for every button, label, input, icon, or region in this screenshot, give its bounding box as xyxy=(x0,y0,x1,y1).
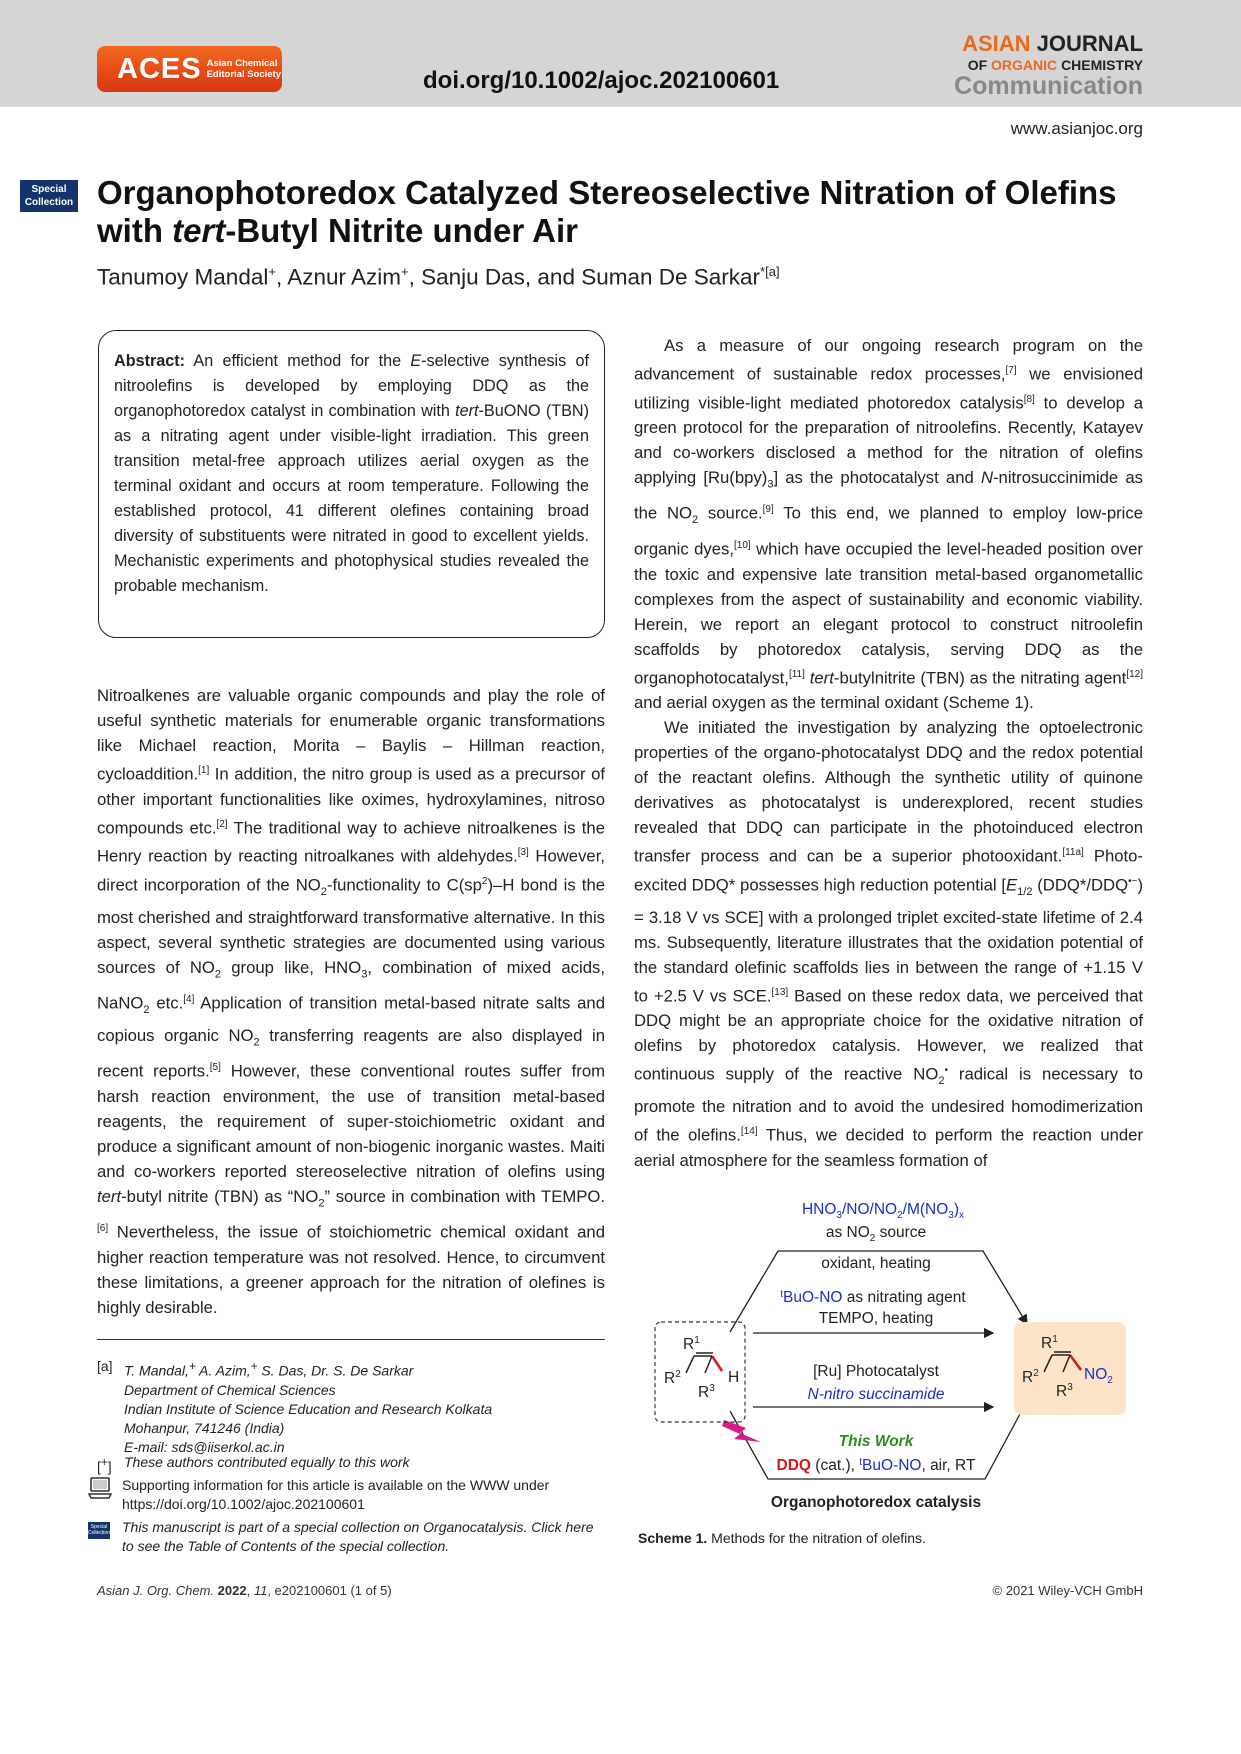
svg-text:R3: $R^3$ xyxy=(1056,1382,1073,1400)
article-type: Communication xyxy=(954,72,1143,100)
special-collection-footnote: Special Collection This manuscript is part of a special collection on Organocatalysis. Click here to see the Table of Contents of the special collection. xyxy=(88,1518,608,1556)
page-footer-citation: Asian J. Org. Chem. 2022, 11, e202100601 (1 of 5) xyxy=(97,1583,392,1598)
svg-text:NO2: $NO_2$ xyxy=(1084,1366,1113,1386)
this-work-label: This Work xyxy=(838,1433,914,1450)
author-email-link[interactable]: E-mail: sds@iiserkol.ac.in xyxy=(124,1438,285,1455)
special-collection-badge[interactable]: Special Collection xyxy=(20,180,78,212)
journal-title-line2: OF ORGANIC CHEMISTRY xyxy=(967,57,1143,73)
organophotoredox-label: Organophotoredox catalysis xyxy=(770,1494,982,1511)
svg-text:R2: $R^2$ xyxy=(1022,1368,1039,1386)
catalyst-text: [Ru] Photocatalyst xyxy=(813,1363,939,1380)
substrate-structure xyxy=(664,1335,739,1401)
page-footer-copyright: © 2021 Wiley-VCH GmbH xyxy=(992,1583,1143,1598)
aces-logo-text: ACES xyxy=(117,52,202,85)
svg-text:H: H xyxy=(728,1369,740,1386)
conditions-text-1: oxidant, heating xyxy=(821,1255,931,1272)
light-bolt-icon xyxy=(722,1420,761,1442)
reagent-text-4: N-nitro succinamide xyxy=(807,1386,945,1403)
body-right-column xyxy=(634,333,1143,1173)
svg-text:R2: $R^2$ xyxy=(664,1369,681,1387)
svg-text:R3: $R^3$ xyxy=(698,1383,715,1401)
aces-subtext-line1: Asian Chemical xyxy=(206,58,278,69)
affiliation-footnote: [a] T. Mandal,+ A. Azim,+ S. Das, Dr. S. De Sarkar Department of Chemical Sciences Indian Institute of Science Education and Research Kolkata Mohanpur, 741246 (India) E-mail: sds@iiserkol.ac.in xyxy=(97,1357,607,1457)
abstract-label: Abstract: xyxy=(114,352,186,370)
aces-logo-subtext xyxy=(207,58,281,80)
author-list: Tanumoy Mandal+, Aznur Azim+, Sanju Das, and Suman De Sarkar$^{*[a]}$ xyxy=(97,264,780,290)
footnote-divider xyxy=(97,1339,605,1340)
reagent-text-2: as $NO_2$ source xyxy=(825,1224,927,1244)
this-work-conditions: DDQ (cat.), $^t$BuO-NO, air, RT xyxy=(776,1457,976,1474)
paragraph-2: We initiated the investigation by analyzing the optoelectronic properties of the organo-photocatalyst DDQ and the redox potential of the reactant olefins. Although the synthetic utility of quinone derivatives as photocatalyst is underexplored, recent studies revealed that DDQ can participate in the photoinduced electron transfer process and can be a superior photooxidant.[11a] Photo-excited DDQ* possesses high reduction potential [$E_{1/2}$ (DDQ*/DDQ•−) = 3.18 V vs SCE] with a prolonged triplet excited-state lifetime of 2.4 ms. Subsequently, literature illustrates that the oxidation potential of the standard olefinic scaffolds lies in between the range of +1.15 V to +2.5 V vs SCE.[13] Based on these redox data, we perceived that DDQ might be an appropriate choice for the oxidative nitration of olefins by photoredox catalysis. However, we realized that continuous supply of the reactive $NO_2^•$ radical is necessary to promote the nitration and to avoid the undesired homodimerization of the olefins.[14] Thus, we decided to perform the reaction under aerial atmosphere for the seamless formation of xyxy=(634,718,1144,1170)
svg-text:R1: $R^1$ xyxy=(1041,1334,1058,1352)
svg-text:R1: $R^1$ xyxy=(683,1335,700,1353)
reagent-text-1: $HNO_3/NO/NO_2/M(NO_3)_x$ xyxy=(801,1201,965,1221)
supporting-info-footnote: Supporting information for this article is available on the WWW under https://doi.org/10.1002/ajoc.202100601 xyxy=(88,1476,608,1514)
computer-icon xyxy=(88,1477,112,1499)
equal-contribution-footnote: [+] These authors contributed equally to this work xyxy=(97,1454,410,1475)
intro-paragraph: Nitroalkenes are valuable organic compounds and play the role of useful synthetic materials for enumerable organic transformations like Michael reaction, Morita – Baylis – Hillman reaction, cycloaddition.[1] In addition, the nitro group is used as a precursor of other important functionalities like oximes, hydroxylamines, nitroso compounds etc.[2] The traditional way to achieve nitroalkenes is the Henry reaction by reacting nitroalkanes with aldehydes.[3] However, direct incorporation of the $NO_2$-functionality to $C(sp^2)-H$ bond is the most cherished and straightforward transformative alternative. In this aspect, several synthetic strategies are documented using various sources of $NO_2$ group like, $HNO_3$, combination of mixed acids, NaNO$_2$ etc.[4] Application of transition metal-based nitrate salts and copious organic $NO_2$ transferring reagents are also displayed in recent reports.[5] However, these conventional routes suffer from harsh reaction environment, the use of transition metal-based reagents, the requirement of super-stoichiometric oxidant and produce a significant amount of non-biogenic inorganic wastes. Maiti and co-workers reported stereoselective nitration of olefins using tert-butyl nitrite (TBN) as “$NO_2$” source in combination with TEMPO.[6] Nevertheless, the issue of stoichiometric chemical oxidant and higher reaction temperature was not resolved. Hence, to circumvent these limitations, a greener approach for the nitration of olefines is highly desirable. xyxy=(97,686,606,1317)
scheme-1-figure xyxy=(650,1196,1130,1516)
special-collection-icon[interactable]: Special Collection xyxy=(88,1522,110,1539)
journal-title-line1: ASIAN JOURNAL xyxy=(962,31,1143,56)
conditions-text-2: TEMPO, heating xyxy=(818,1310,934,1327)
paragraph-1: As a measure of our ongoing research program on the advancement of sustainable redox processes,[7] we envisioned utilizing visible-light mediated photoredox catalysis[8] to develop a green protocol for the preparation of nitroolefins. Recently, Katayev and co-workers disclosed a method for the nitration of olefins applying $[Ru(bpy)_3]$ as the photocatalyst and N-nitrosuccinimide as the $NO_2$ source.[9] To this end, we planned to employ low-price organic dyes,[10] which have occupied the level-headed position over the toxic and expensive late transition metal-based organometallic complexes from the aspect of sustainability and economic viability. Herein, we report an elegant protocol to construct nitroolefin scaffolds by photoredox catalysis, serving DDQ as the organophotocatalyst,[11] tert-butylnitrite (TBN) as the nitrating agent[12] and aerial oxygen as the terminal oxidant (Scheme 1). xyxy=(634,336,1144,713)
footnote-authors: T. Mandal,+ A. Azim,+ S. Das, Dr. S. De Sarkar xyxy=(124,1360,414,1379)
aces-subtext-line2: Editorial Society xyxy=(206,69,282,80)
body-left-column xyxy=(97,683,605,1320)
supporting-info-link[interactable]: https://doi.org/10.1002/ajoc.202100601 xyxy=(122,1496,365,1512)
reagent-text-3: $^t$BuO-NO as nitrating agent xyxy=(780,1289,966,1306)
abstract-text: An efficient method for the E-selective synthesis of nitroolefins is developed by employing DDQ as the organophotoredox catalyst in combination with tert-BuONO (TBN) as a nitrating agent under visible-light irradiation. This green transition metal-free approach utilizes aerial oxygen as the terminal oxidant and occurs at room temperature. Following the established protocol, 41 different olefines containing broad diversity of substituents were nitrated in good to excellent yields. Mechanistic experiments and photophysical studies revealed the probable mechanism. xyxy=(114,352,589,595)
abstract-box xyxy=(98,330,605,638)
journal-logo xyxy=(954,33,1143,99)
doi-link[interactable]: doi.org/10.1002/ajoc.202100601 xyxy=(423,67,780,94)
journal-url-link[interactable]: www.asianjoc.org xyxy=(1010,119,1143,138)
special-collection-link[interactable]: This manuscript is part of a special collection on Organocatalysis. Click here xyxy=(122,1519,594,1535)
article-title: Organophotoredox Catalyzed Stereoselective Nitration of Olefins with tert-Butyl Nitrite under Air xyxy=(97,174,1117,249)
aces-logo[interactable] xyxy=(97,46,282,92)
scheme-caption: Scheme 1. Methods for the nitration of olefins. xyxy=(638,1530,926,1546)
